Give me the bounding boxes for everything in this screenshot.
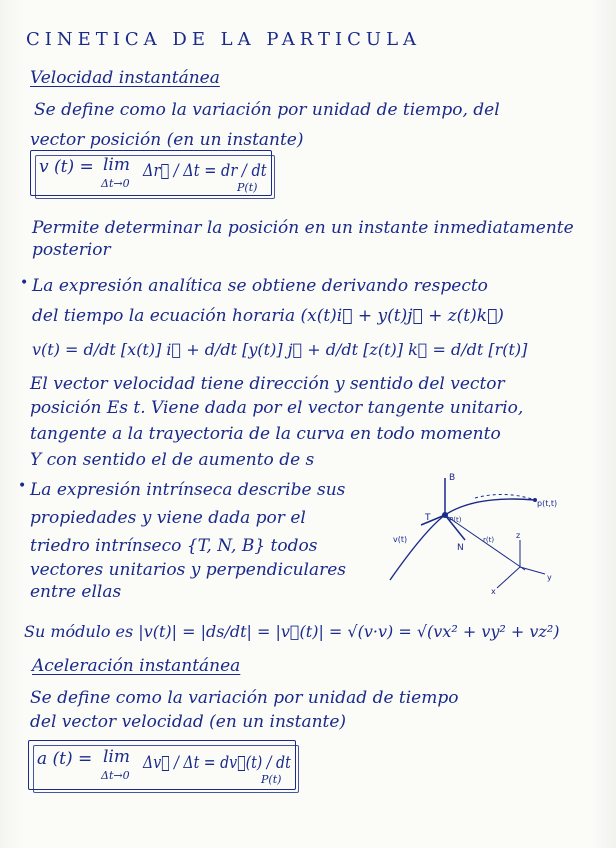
intrinsic-line: entre ellas (30, 582, 122, 602)
formula-lhs: v (t) = (39, 157, 94, 177)
label-x: x (491, 587, 496, 596)
vector-line: Y con sentido el de aumento de s (30, 450, 315, 470)
velocity-definition-line: Se define como la variación por unidad de tiempo, del (34, 100, 500, 120)
bullet-dot: • (20, 275, 29, 291)
velocity-definition-line: vector posición (en un instante) (30, 130, 304, 150)
analytic-formula: v(t) = d/dt [x(t)] i⃗ + d/dt [y(t)] j⃗ + d/dt [z(t)] k⃗ = d/dt [r(t)] (32, 340, 528, 359)
permite-line: posterior (32, 240, 111, 260)
label-z: z (516, 531, 521, 540)
label-n: N (457, 543, 464, 553)
point-p (442, 512, 448, 518)
formula-eval: P(t) (261, 773, 282, 786)
permite-line: Permite determinar la posición en un instante inmediatamente (32, 218, 574, 238)
analytic-line: del tiempo la ecuación horaria (x(t)i⃗ + y(t)j⃗ + z(t)k⃗) (32, 306, 504, 326)
modulus-line: Su módulo es |v(t)| = |ds/dt| = |v⃗(t)| = √(v·v) = √(vx² + vy² + vz²) (24, 622, 560, 641)
label-t: T (425, 513, 431, 523)
formula-lim: lim (103, 155, 130, 175)
x-axis (497, 567, 520, 588)
label-ptt: p(t,t) (537, 499, 558, 508)
formula-lim: lim (103, 747, 130, 767)
trajectory-curve (390, 499, 535, 580)
vector-line: El vector velocidad tiene dirección y sentido del vector (30, 374, 505, 394)
formula-lhs: a (t) = (37, 749, 93, 769)
formula-ratio: Δv⃗ / Δt = dv⃗(t) / dt (143, 753, 291, 773)
label-vt: v(t) (393, 535, 408, 544)
bullet-dot: • (18, 478, 27, 494)
formula-lim-sub: Δt→0 (101, 769, 130, 782)
label-y: y (547, 573, 552, 582)
intrinsic-line: triedro intrínseco {T, N, B} todos (30, 536, 318, 556)
analytic-line: La expresión analítica se obtiene derivando respecto (32, 276, 488, 296)
acceleration-formula-box (28, 740, 296, 790)
acceleration-definition-line: Se define como la variación por unidad de tiempo (30, 688, 459, 708)
label-b: B (449, 473, 456, 483)
vector-line: tangente a la trayectoria de la curva en todo momento (30, 424, 501, 444)
intrinsic-line: La expresión intrínseca describe sus (30, 480, 346, 500)
vector-line: posición Es t. Viene dada por el vector tangente unitario, (30, 398, 524, 418)
formula-eval: P(t) (237, 181, 258, 194)
formula-ratio: Δr⃗ / Δt = dr / dt (143, 161, 267, 181)
acceleration-heading: Aceleración instantánea (32, 656, 241, 676)
intrinsic-line: vectores unitarios y perpendiculares (30, 560, 347, 580)
label-pt: P(t) (449, 516, 462, 524)
velocity-formula-box (30, 150, 272, 196)
y-axis (520, 567, 545, 574)
label-rt: r(t) (483, 536, 495, 544)
intrinsic-triad-diagram (385, 470, 565, 600)
formula-lim-sub: Δt→0 (101, 177, 130, 190)
velocity-heading: Velocidad instantánea (30, 68, 220, 88)
intrinsic-line: propiedades y viene dada por el (30, 508, 306, 528)
acceleration-definition-line: del vector velocidad (en un instante) (30, 712, 347, 732)
page-title: CINETICA DE LA PARTICULA (26, 29, 422, 50)
